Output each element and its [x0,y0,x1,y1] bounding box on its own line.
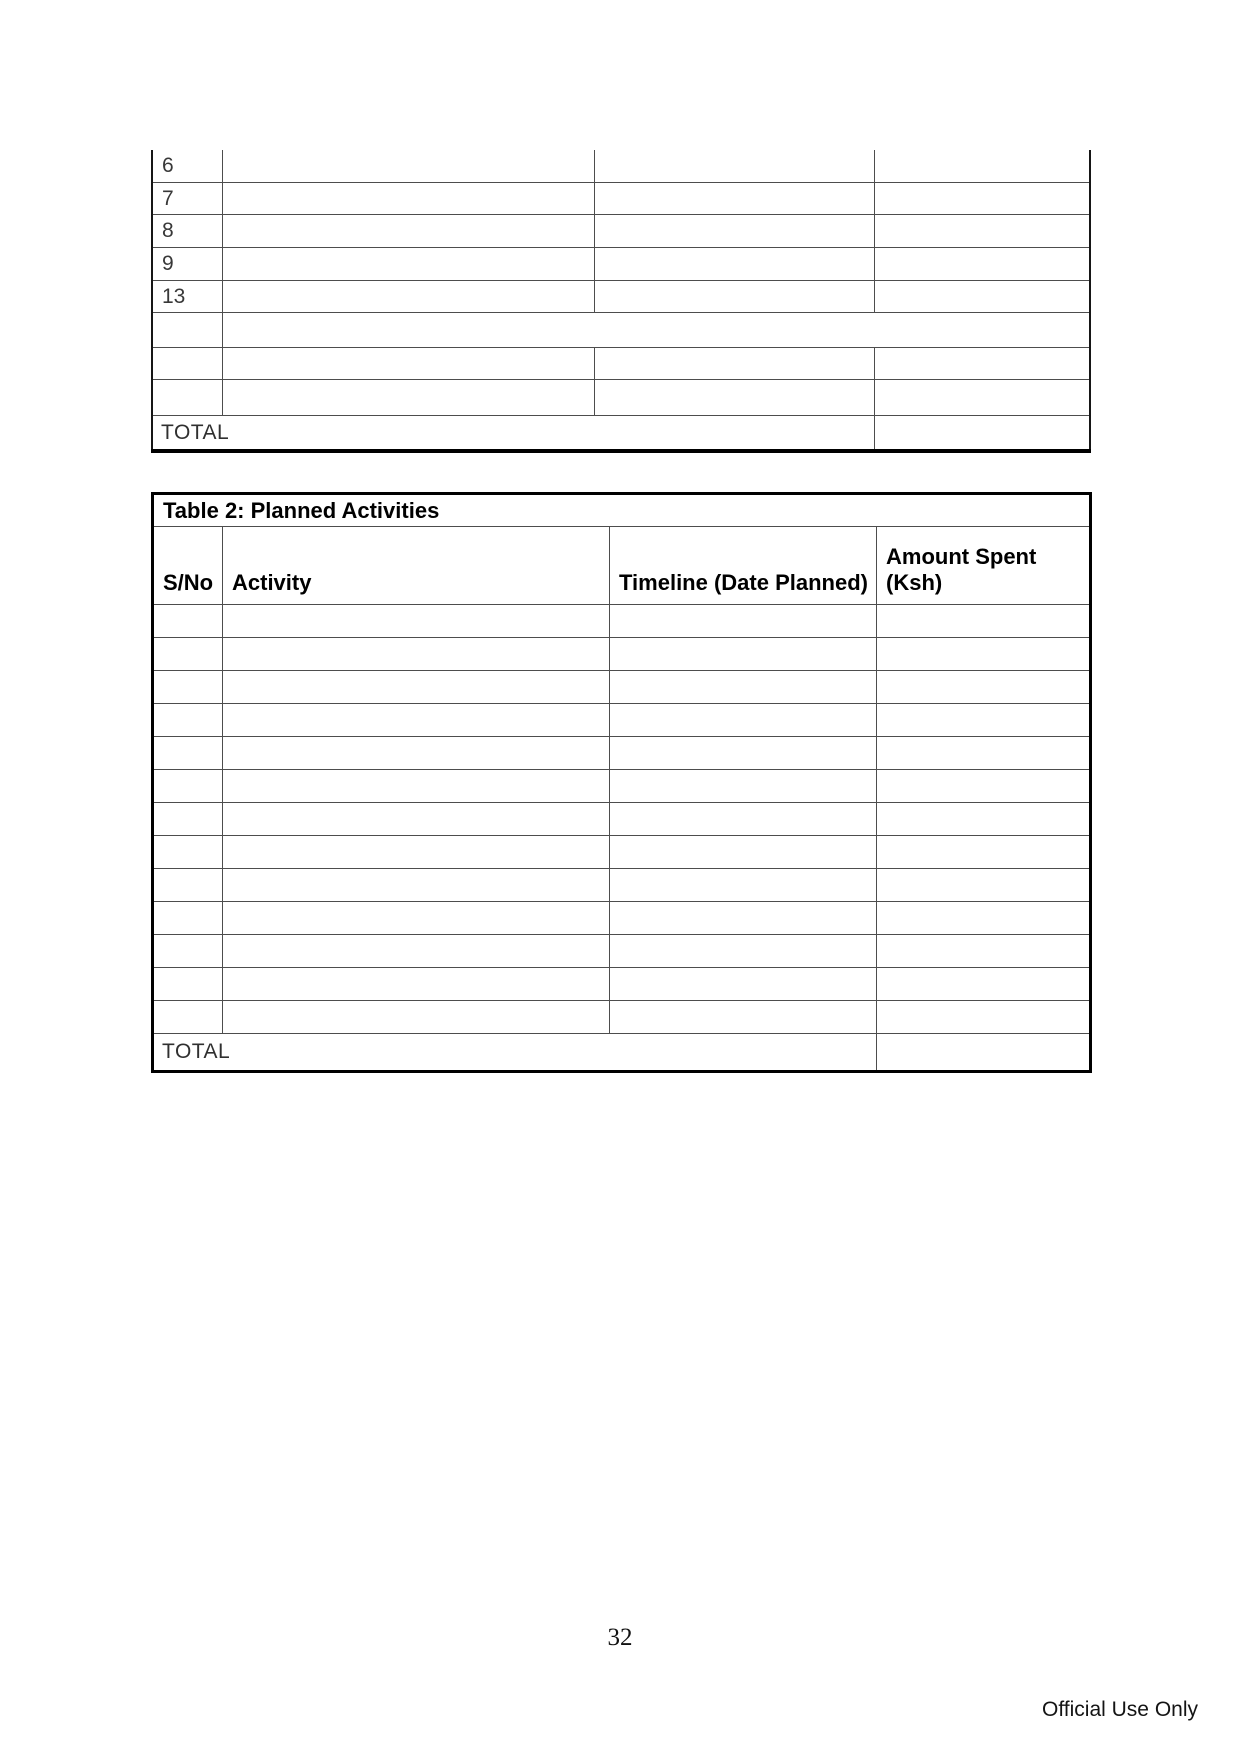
amount-cell [874,348,1090,380]
table-row [152,183,1090,215]
sno-cell [153,605,223,638]
amount-cell [874,183,1090,215]
amount-cell [874,215,1090,248]
empty-row [153,869,1091,902]
activity-cell [222,281,594,313]
activity-cell [223,737,610,770]
timeline-cell [594,380,874,416]
amount-cell [874,281,1090,313]
amount-cell [877,638,1091,671]
sno-cell [153,770,223,803]
amount-cell [877,737,1091,770]
sno-cell [153,671,223,704]
sno-cell [153,869,223,902]
activity-cell [223,869,610,902]
empty-row [153,803,1091,836]
activity-cell [222,348,594,380]
amount-cell [877,803,1091,836]
table-title-row [153,494,1091,527]
sno-cell [153,704,223,737]
total-row [152,416,1090,452]
timeline-cell [594,215,874,248]
timeline-cell [594,248,874,281]
activity-cell [223,803,610,836]
sno-cell [153,935,223,968]
amount-cell [877,770,1091,803]
activity-cell [222,150,594,183]
sno-cell [153,836,223,869]
table-row [152,150,1090,183]
table-row [152,248,1090,281]
table-2-planned-activities [151,492,1092,1073]
table-row [152,348,1090,380]
timeline-cell [610,803,877,836]
total-label: TOTAL [152,416,874,452]
timeline-cell [610,704,877,737]
sno-cell [153,1001,223,1034]
amount-cell [874,150,1090,183]
activity-cell [223,1001,610,1034]
timeline-cell [594,348,874,380]
activity-cell [222,380,594,416]
activity-cell [223,605,610,638]
amount-cell [877,935,1091,968]
timeline-cell [610,671,877,704]
sno-cell [152,348,222,380]
sno-cell [153,737,223,770]
empty-row [153,836,1091,869]
timeline-cell [610,1001,877,1034]
amount-cell [877,968,1091,1001]
timeline-cell [594,183,874,215]
timeline-cell [610,836,877,869]
sno-cell [153,902,223,935]
header-sno: S/No [153,527,223,605]
activity-cell [222,215,594,248]
activity-cell [222,183,594,215]
timeline-cell [610,902,877,935]
activity-cell [223,836,610,869]
amount-cell [877,1001,1091,1034]
total-amount-cell [874,416,1090,452]
table-row [152,215,1090,248]
activity-cell [223,968,610,1001]
timeline-cell [610,968,877,1001]
timeline-cell [610,869,877,902]
amount-cell [877,836,1091,869]
amount-cell [874,248,1090,281]
header-timeline: Timeline (Date Planned) [610,527,877,605]
empty-row [153,1001,1091,1034]
sno-cell: 8 [152,215,222,248]
activity-cell [223,770,610,803]
empty-row [153,968,1091,1001]
sno-cell [153,638,223,671]
empty-row [153,737,1091,770]
total-row [153,1034,1091,1072]
activity-cell [223,902,610,935]
footer-official-use-only: Official Use Only [1042,1698,1198,1721]
header-amount: Amount Spent (Ksh) [877,527,1091,605]
timeline-cell [610,770,877,803]
table-row [152,281,1090,313]
header-activity: Activity [223,527,610,605]
sno-cell: 9 [152,248,222,281]
empty-row [153,605,1091,638]
empty-row [153,770,1091,803]
activity-cell [223,704,610,737]
header-row [153,527,1091,605]
table-2-title: Table 2: Planned Activities [153,494,1091,527]
sno-cell: 6 [152,150,222,183]
amount-cell [877,902,1091,935]
activity-cell [222,248,594,281]
empty-row [153,935,1091,968]
sno-cell [153,803,223,836]
timeline-cell [610,737,877,770]
sno-cell [152,380,222,416]
timeline-cell [594,281,874,313]
sno-cell [152,313,222,348]
empty-row [153,638,1091,671]
table-row-merged [152,313,1090,348]
timeline-cell [610,935,877,968]
activity-cell [223,671,610,704]
empty-row [153,704,1091,737]
table-1-continuation [151,150,1091,453]
timeline-cell [594,150,874,183]
total-amount-cell [877,1034,1091,1072]
page-number: 32 [607,1624,633,1651]
amount-cell [874,380,1090,416]
timeline-cell [610,605,877,638]
sno-cell [153,968,223,1001]
sno-cell: 13 [152,281,222,313]
sno-cell: 7 [152,183,222,215]
empty-row [153,671,1091,704]
total-label: TOTAL [153,1034,877,1072]
amount-cell [877,869,1091,902]
empty-row [153,902,1091,935]
timeline-cell [610,638,877,671]
amount-cell [877,671,1091,704]
activity-cell [223,935,610,968]
merged-cell [222,313,1090,348]
activity-cell [223,638,610,671]
amount-cell [877,605,1091,638]
amount-cell [877,704,1091,737]
table-row [152,380,1090,416]
